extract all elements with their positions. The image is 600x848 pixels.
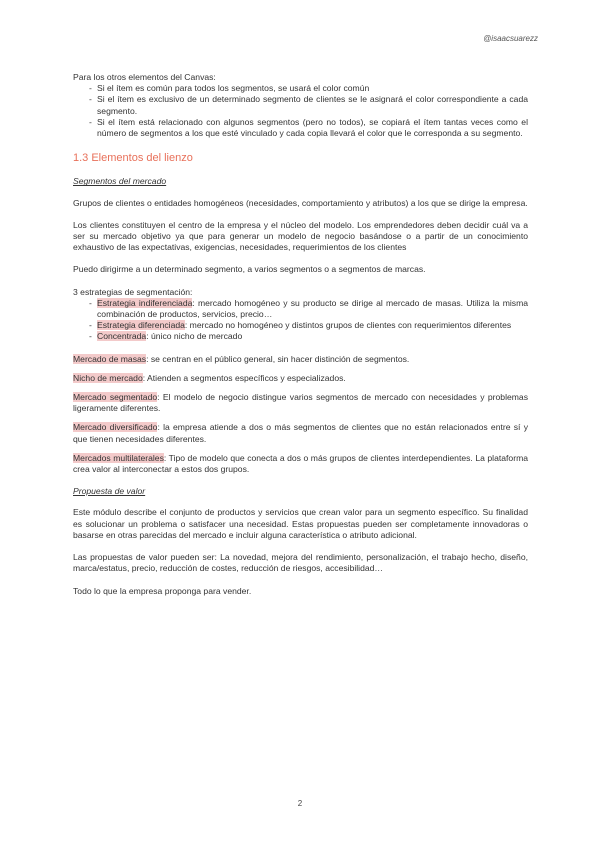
paragraph: Puedo dirigirme a un determinado segmento, a varios segmentos o a segmentos de marcas. <box>73 264 426 275</box>
paragraph: Las propuestas de valor pueden ser: La novedad, mejora del rendimiento, personalización, el trabajo hecho, diseño, marca/estatus, precio, reducción de costes, reducción de riesgos, accesibilidad… <box>73 552 528 574</box>
list-item: - Si el ítem es común para todos los segmentos, se usará el color común <box>73 83 528 94</box>
list-item: - Si el ítem es exclusivo de un determinado segmento de clientes se le asignará el color correspondiente a cada segmento. <box>73 94 528 116</box>
list-item <box>73 320 528 331</box>
definition <box>73 422 528 444</box>
term-description: : se centran en el público general, sin hacer distinción de segmentos. <box>146 353 410 364</box>
definition <box>73 373 528 384</box>
subheading-value-proposition: Propuesta de valor <box>73 486 146 497</box>
definition <box>73 392 528 414</box>
list-item <box>73 298 528 320</box>
term-description: : único nicho de mercado <box>146 331 243 342</box>
highlighted-term: Concentrada <box>97 331 147 342</box>
list-item <box>73 331 528 342</box>
highlighted-term: Mercado de masas <box>73 353 147 364</box>
section-title: 1.3 Elementos del lienzo <box>73 152 193 165</box>
definition <box>73 453 528 475</box>
author-handle: @isaacsuarezz <box>483 34 538 43</box>
canvas-intro-lead: Para los otros elementos del Canvas: <box>73 72 216 82</box>
paragraph: Los clientes constituyen el centro de la empresa y el núcleo del modelo. Los emprendedores deben decidir cuál va a ser su mercado objetivo ya que para generar un modelo de negocio basándose o a partir de un conocimiento exhaustivo de las expectativas, exigencias, necesidades, requerimientos de los clientes <box>73 219 528 253</box>
paragraph: Grupos de clientes o entidades homogéneos (necesidades, comportamiento y atributos) a los que se dirige la empresa. <box>73 197 528 208</box>
highlighted-term: Estrategia diferenciada <box>97 320 185 331</box>
term-description: : El modelo de negocio distingue varios segmentos de mercado con necesidades y problemas ligeramente diferentes. <box>73 392 529 414</box>
strategies-lead: 3 estrategias de segmentación: <box>73 286 193 297</box>
term-description: : mercado no homogéneo y distintos grupos de clientes con requerimientos diferentes <box>184 320 512 331</box>
page-content <box>73 72 528 597</box>
subheading-market-segments: Segmentos del mercado <box>73 176 167 187</box>
highlighted-term: Estrategia indiferenciada <box>97 297 193 308</box>
page-number: 2 <box>297 799 303 808</box>
term-description: : Tipo de modelo que conecta a dos o más grupos de clientes interdependientes. La plataforma crea valor al interconectar a estos dos grupos. <box>73 452 529 475</box>
term-description: : Atienden a segmentos específicos y especializados. <box>142 372 346 383</box>
highlighted-term: Mercado segmentado <box>73 392 158 403</box>
highlighted-term: Nicho de mercado <box>73 372 143 383</box>
list-item: - Si el ítem está relacionado con algunos segmentos (pero no todos), se copiará el ítem tantas veces como el número de segmentos a los que esté vinculado y cada copia llevará el color que le corresponda a su segmento. <box>73 117 528 139</box>
definition <box>73 354 528 365</box>
strategies-list <box>73 298 528 343</box>
term-description: : la empresa atiende a dos o más segmentos de clientes que no están relacionados entre sí y que tienen necesidades diferentes. <box>73 422 528 444</box>
paragraph: Este módulo describe el conjunto de productos y servicios que crean valor para un segmento específico. Su finalidad es solucionar un problema o satisfacer una necesidad. Estas propuestas pueden ser completamente innovadoras o basarse en otras parecidas del mercado e incluir alguna característica o atributo adicional. <box>73 507 528 540</box>
term-description: : mercado homogéneo y su producto se dirige al mercado de masas. Utiliza la misma combinación de productos, servicios, precio… <box>97 297 529 320</box>
paragraph: Todo lo que la empresa proponga para vender. <box>73 585 252 596</box>
highlighted-term: Mercados multilaterales <box>73 452 164 463</box>
highlighted-term: Mercado diversificado <box>73 422 158 433</box>
canvas-intro-list <box>73 83 528 139</box>
